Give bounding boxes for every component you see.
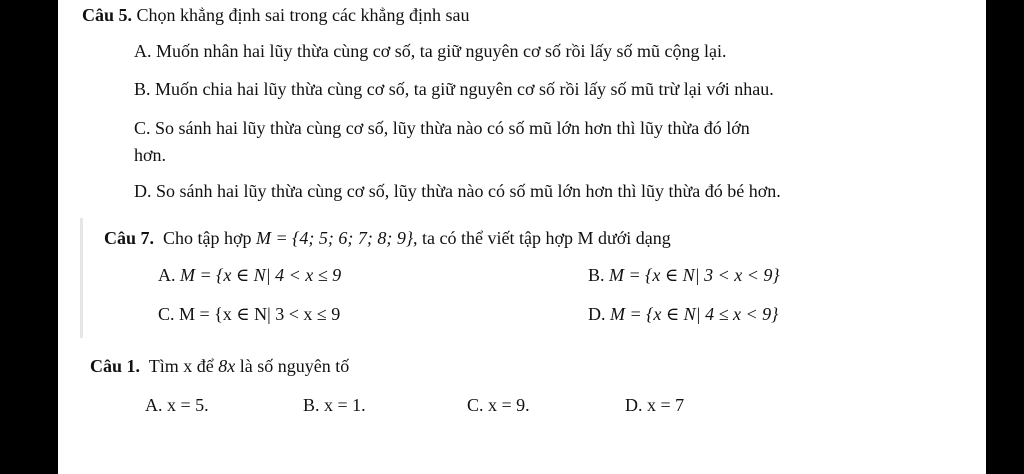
- q7-option-a: [158, 264, 341, 286]
- option-expr: M = {x ∈ N| 4 < x ≤ 9: [180, 265, 342, 285]
- margin-line: [80, 218, 83, 338]
- right-margin-bar: [986, 0, 1024, 474]
- question-stem: Chọn khẳng định sai trong các khẳng định sau: [136, 5, 470, 25]
- q5-option-a: A. Muốn nhân hai lũy thừa cùng cơ số, ta giữ nguyên cơ số rồi lấy số mũ cộng lại.: [134, 41, 727, 61]
- stem-variable: 8x: [218, 356, 236, 376]
- q1-option-c: C. x = 9.: [467, 395, 530, 415]
- option-letter: B.: [588, 265, 605, 285]
- question-5: [82, 4, 469, 26]
- set-expression: M = {4; 5; 6; 7; 8; 9}: [256, 228, 414, 248]
- question-stem: Tìm x để: [148, 356, 219, 376]
- q5-option-c: C. So sánh hai lũy thừa cùng cơ số, lũy thừa nào có số mũ lớn hơn thì lũy thừa đó lớn: [134, 118, 750, 138]
- q1-option-b: B. x = 1.: [303, 395, 366, 415]
- option-expr: M = {x ∈ N| 4 ≤ x < 9}: [610, 304, 779, 324]
- q7-option-c: [158, 303, 340, 325]
- question-stem: Cho tập hợp: [163, 228, 257, 248]
- question-label: Câu 5.: [82, 5, 133, 25]
- option-letter: D.: [588, 304, 606, 324]
- option-expr: M = {x ∈ N| 3 < x < 9}: [609, 265, 780, 285]
- q7-option-d: [588, 303, 778, 325]
- question-label: Câu 7.: [104, 228, 155, 248]
- q1-option-d: D. x = 7: [625, 395, 685, 415]
- option-expr: M = {x ∈ N| 3 < x ≤ 9: [179, 304, 341, 324]
- question-1: [90, 355, 349, 377]
- left-margin-bar: [0, 0, 58, 474]
- question-label: Câu 1.: [90, 356, 141, 376]
- question-stem-end: là số nguyên tố: [235, 356, 350, 376]
- option-letter: A.: [158, 265, 176, 285]
- q5-option-d: D. So sánh hai lũy thừa cùng cơ số, lũy thừa nào có số mũ lớn hơn thì lũy thừa đó bé hơn.: [134, 181, 781, 201]
- q5-option-b: B. Muốn chia hai lũy thừa cùng cơ số, ta giữ nguyên cơ số rồi lấy số mũ trừ lại với nhau.: [134, 79, 774, 99]
- question-stem-end: , ta có thể viết tập hợp M dưới dạng: [413, 228, 671, 248]
- option-letter: C.: [158, 304, 175, 324]
- question-7: [104, 227, 671, 249]
- q1-option-a: A. x = 5.: [145, 395, 209, 415]
- q5-option-c-cont: hơn.: [134, 145, 167, 165]
- q7-option-b: [588, 264, 780, 286]
